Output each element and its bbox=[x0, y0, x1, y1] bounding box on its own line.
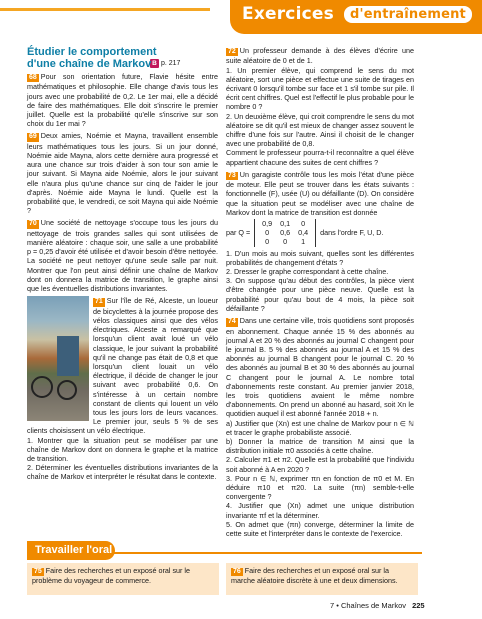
photo-door bbox=[57, 336, 79, 376]
matrix-cell: 0 bbox=[301, 219, 306, 229]
matrix-body bbox=[254, 219, 316, 247]
exercise-75 bbox=[27, 563, 219, 595]
exercise-question: 1. Montrer que la situation peut se modéliser par une chaîne de Markov dont on donnera le graphe et la matrice de transition. bbox=[27, 435, 218, 463]
exercise-73 bbox=[226, 170, 414, 313]
exercise-question: 2. Dresser le graphe correspondant à cette chaîne. bbox=[226, 267, 389, 277]
matrix-suffix: dans l'ordre F, U, D. bbox=[320, 228, 384, 238]
matrix-cell: 0,6 bbox=[280, 228, 291, 238]
exercise-question: 3. Pour n ∈ ℕ, exprimer πn en fonction de π0 et M. En déduire π10 et π20. La suite (πn) semble-t-elle convergente ? bbox=[226, 473, 414, 502]
book-page: p. 217 bbox=[160, 60, 181, 67]
exercise-text: Faire des recherches et un exposé oral sur la marche aléatoire discrète à une et deux dimensions. bbox=[231, 566, 398, 586]
exercises-subtitle: d'entraînement bbox=[344, 6, 472, 23]
exercise-question: 4. Justifier que (Xn) admet une unique distribution invariante πf et la déterminer. bbox=[226, 501, 414, 520]
matrix-cell: 0 bbox=[265, 228, 270, 238]
exercise-number: 70 bbox=[29, 220, 37, 228]
exercise-text: Faire des recherches et un exposé oral sur le problème du voyageur de commerce. bbox=[32, 566, 191, 586]
chapter-label: 7 • Chaînes de Markov bbox=[330, 601, 406, 610]
page-footer bbox=[330, 601, 425, 610]
header-band bbox=[0, 8, 210, 11]
matrix-cell: 0 bbox=[265, 237, 270, 247]
exercise-text: Sur l'île de Ré, Alceste, un loueur de bicyclettes à la journée propose des vélos classiques ainsi que des vélos électriques. Alceste a remarqué que lorsqu'un client avait loué un vélo classique, le jour suivant la probabilité qu'il ne change pas était de 0,8 et que lorsqu'un client louait un vélo électrique, il décide de changer le jour suivant avec probabilité 0,6. On s'intéresse à un certain nombre constant de clients qui louent un vélo tous les jours lors de leurs vacances. Le premier jour, seuls 5 % de ses clients choisissent un vélo électrique. bbox=[27, 296, 218, 436]
exercises-title-text: Exercices bbox=[242, 4, 334, 24]
exercise-number: 71 bbox=[95, 298, 103, 306]
page-header bbox=[0, 0, 466, 36]
exercises-title bbox=[230, 0, 482, 34]
exercise-number: 69 bbox=[29, 133, 37, 141]
exercise-question: b) Donner la matrice de transition M ainsi que la distribution initiale π0 associés à cette chaîne. bbox=[226, 436, 414, 456]
exercise-text: Dans une certaine ville, trois quotidiens sont proposés en abonnement. Chaque année 15 % des abonnés au journal A et 20 % des abonnés au journal C changent pour le journal B. 5 % des abonnés au journal A et 15 % des abonnés au journal B changent pour le journal C. 20 % des abonnés au journal B et 30 % des abonnés au journal C changent pour le journal A. Le nombre total d'abonnements reste constant. Au premier janvier 2018, les trois quotidiens avaient le même nombre d'abonnements. On prend un abonné au hasard, soit Xn le quotidien auquel il est abonné l'année 2018 + n. bbox=[226, 316, 414, 419]
exercise-70 bbox=[27, 218, 218, 293]
book-badge: B bbox=[150, 59, 159, 68]
exercise-text: Un garagiste contrôle tous les mois l'état d'une pièce de moteur. Elle peut se trouver dans les états suivants : fonctionnelle (F), usée (U) ou défaillante (D). On considère que la situation peut se modéliser avec une chaîne de Markov dont la matrice de transition est donnée bbox=[226, 169, 414, 217]
exercise-question: 3. On suppose qu'au début des contrôles, la pièce vient d'être changée pour une pièce neuve. Quelle est la probabilité pour qu'au bout de 4 mois, la pièce soit défaillante ? bbox=[226, 276, 414, 313]
exercise-question: 1. D'un mois au mois suivant, quelles sont les différentes probabilités de changement d'états ? bbox=[226, 248, 414, 267]
exercise-number: 74 bbox=[228, 318, 236, 326]
exercise-74 bbox=[226, 316, 414, 538]
exercise-question: 2. Un deuxième élève, qui croit comprendre le sens du mot aléatoire se dit qu'il est mieux de changer assez souvent le chiffre d'une fois sur l'autre. Ainsi il choisit de le changer avec une probabilité de 0,8. bbox=[226, 111, 414, 149]
matrix-cell: 0,4 bbox=[298, 228, 309, 238]
left-column bbox=[27, 46, 218, 485]
exercise-69 bbox=[27, 131, 218, 215]
exercise-68 bbox=[27, 72, 218, 128]
exercise-question: 1. Un premier élève, qui comprend le sens du mot aléatoire, sort une pièce et effectue une suite de tirages en écrivant 0 lorsqu'il tombe sur face et 1 s'il tombe sur pile. Il écrit cent chiffres. Quel est l'effectif le plus probable pour le nombre 0 ? bbox=[226, 65, 414, 112]
exercise-question: 2. Déterminer les éventuelles distributions invariantes de la chaîne de Markov et interpréter le résultat dans le contexte. bbox=[27, 463, 218, 482]
bicycles-photo bbox=[27, 296, 89, 421]
matrix-cell: 0 bbox=[283, 237, 288, 247]
section-title-line1: Étudier le comportement bbox=[27, 46, 157, 58]
exercise-number: 75 bbox=[34, 568, 42, 575]
exercise-text: Un professeur demande à des élèves d'écrire une suite aléatoire de 0 et de 1. bbox=[226, 46, 414, 66]
exercise-question: Comment le professeur pourra-t-il reconnaître a quel élève appartient chacune des suites de cent chiffres ? bbox=[226, 148, 414, 167]
exercise-text: Pour son orientation future, Flavie hésite entre mathématiques et philosophie. Elle change d'avis tous les jours avec une probabilité de 0,2. Le 1er mai, elle a décidé de faire des mathématiques. Elle doit s'inscrire le premier juillet. Quelle est la probabilité qu'elle s'inscrive sur son choix du 1er mai ? bbox=[27, 72, 218, 129]
matrix-cell: 0,9 bbox=[262, 219, 273, 229]
exercise-number: 76 bbox=[233, 568, 241, 575]
section-title-line2: d'une chaîne de Markov bbox=[27, 58, 152, 70]
matrix-prefix: par Q = bbox=[226, 228, 251, 238]
exercise-71 bbox=[27, 296, 218, 481]
exercise-number: 72 bbox=[228, 48, 236, 55]
photo-bike-wheel bbox=[31, 376, 53, 398]
exercise-72 bbox=[226, 46, 414, 167]
exercise-number: 73 bbox=[228, 171, 236, 179]
exercise-text: Une société de nettoyage s'occupe tous les jours du nettoyage de trois grandes salles qui sont utilisées de manière aléatoire : chaque soir, une salle a une probabilité p = 0,25 d'avoir été utilisée et d'avoir besoin d'être nettoyée. La société ne peut nettoyer qu'une seule salle par nuit. Montrer que l'on peut ainsi définir une chaîne de Markov dont on donnera la matrice de transition, le graphe ainsi que les éventuelles distributions invariantes. bbox=[27, 218, 218, 294]
exercise-number: 68 bbox=[29, 74, 37, 81]
exercise-question: 2. Calculer π1 et π2. Quelle est la probabilité que l'individu soit abonné à A en 2020 ? bbox=[226, 455, 414, 474]
page-number: 225 bbox=[412, 601, 425, 610]
photo-bike-wheel bbox=[57, 380, 77, 400]
right-column bbox=[226, 46, 414, 541]
exercise-text: Deux amies, Noémie et Mayna, travaillent ensemble leurs mathématiques tous les jours. Si un jour donné, Noémie aide Mayna, alors cette dernière aura progressé et aura une chance sur trois d'aider à son tour son amie le jour suivant. Si Mayna aide Noémie, alors le jour suivant elle n'aura plus qu'une chance sur cinq de l'aider le jour d'après. Noémie aide Mayna le lundi. Quelle est la probabilité que, le vendredi, ce soit Mayna qui aide Noémie ? bbox=[27, 131, 218, 216]
transition-matrix bbox=[226, 219, 414, 247]
matrix-cell: 0,1 bbox=[280, 219, 291, 229]
exercise-76 bbox=[226, 563, 418, 595]
oral-section-title: Travailler l'oral bbox=[27, 541, 115, 560]
section-title bbox=[27, 46, 218, 70]
exercise-question: 5. On admet que (πn) converge, déterminer la limite de cette suite et l'interpréter dans le contexte de l'exercice. bbox=[226, 519, 414, 538]
exercise-question: a) Justifier que (Xn) est une chaîne de Markov pour n ∈ ℕ et tracer le graphe probabiliste associé. bbox=[226, 418, 414, 437]
matrix-cell: 1 bbox=[301, 237, 306, 247]
